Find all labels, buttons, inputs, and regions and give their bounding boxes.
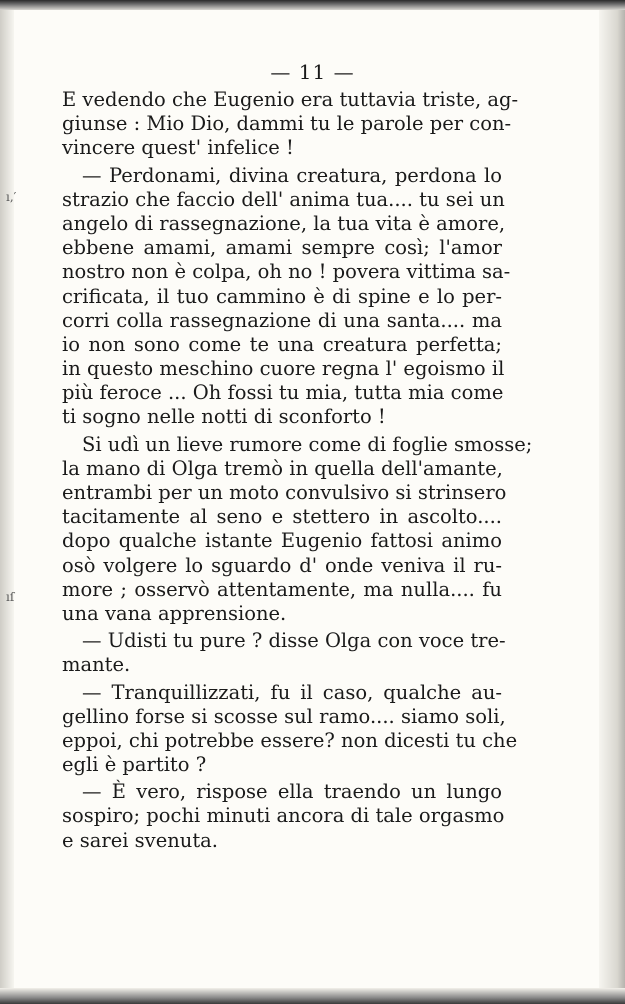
text-line: — Udisti tu pure ? disse Olga con voce tre- [82, 629, 506, 653]
text-line: nostro non è colpa, oh no ! povera vittima sa- [62, 260, 511, 284]
binding-gutter [0, 10, 17, 988]
text-line: more ; osservò attentamente, ma nulla.... fu [62, 577, 502, 601]
text-line: ebbene amami, amami sempre così; l'amor [62, 236, 502, 260]
text-line: sospiro; pochi minuti ancora di tale orgasmo [62, 804, 505, 828]
page-edge-shadow [599, 10, 625, 988]
text-line: corri colla rassegnazione di una santa.... ma [62, 308, 502, 332]
text-line: eppoi, chi potrebbe essere? non dicesti tu che [62, 728, 518, 752]
text-line: — È vero, rispose ella traendo un lungo [82, 780, 502, 804]
text-line: crificata, il tuo cammino è di spine e lo per- [62, 284, 502, 308]
page-number: — 11 — [270, 60, 355, 84]
text-line: dopo qualche istante Eugenio fattosi animo [62, 529, 502, 553]
text-line: mante. [62, 653, 131, 677]
margin-mark: ıſ [6, 590, 15, 604]
text-line: — Perdonami, divina creatura, perdona lo [82, 163, 502, 187]
text-line: io non sono come te una creatura perfetta; [62, 332, 502, 356]
margin-mark: ı,′ [6, 190, 17, 204]
text-line: entrambi per un moto convulsivo si strinsero [62, 481, 507, 504]
text-line: vincere quest' infelice ! [62, 136, 294, 160]
text-line: in questo meschino cuore regna l' egoismo il [62, 357, 505, 381]
text-line: ti sogno nelle notti di sconforto ! [62, 405, 386, 429]
text-line: e sarei svenuta. [62, 828, 219, 852]
text-line: E vedendo che Eugenio era tuttavia triste, ag- [62, 88, 519, 111]
text-line: giunse : Mio Dio, dammi tu le parole per con- [62, 112, 512, 136]
scan-bottom-edge [0, 988, 625, 1004]
text-line: angelo di rassegnazione, la tua vita è amore, [62, 211, 506, 235]
text-line: gellino forse si scosse sul ramo.... siamo soli, [62, 704, 506, 728]
text-line: osò volgere lo sguardo d' onde veniva il ru- [62, 553, 502, 577]
text-line: — Tranquillizzati, fu il caso, qualche au- [82, 680, 502, 704]
text-line: più feroce ... Oh fossi tu mia, tutta mia come [62, 381, 504, 405]
text-line: la mano di Olga tremò in quella dell'amante, [62, 456, 503, 480]
scan-top-edge [0, 0, 625, 10]
text-line: Si udì un lieve rumore come di foglie smosse; [82, 432, 533, 456]
text-line: strazio che faccio dell' anima tua.... tu sei un [62, 187, 505, 211]
text-line: una vana apprensione. [62, 601, 287, 625]
text-line: tacitamente al seno e stettero in ascolto.... [62, 505, 502, 529]
body-text [62, 88, 533, 853]
text-line: egli è partito ? [62, 753, 207, 777]
